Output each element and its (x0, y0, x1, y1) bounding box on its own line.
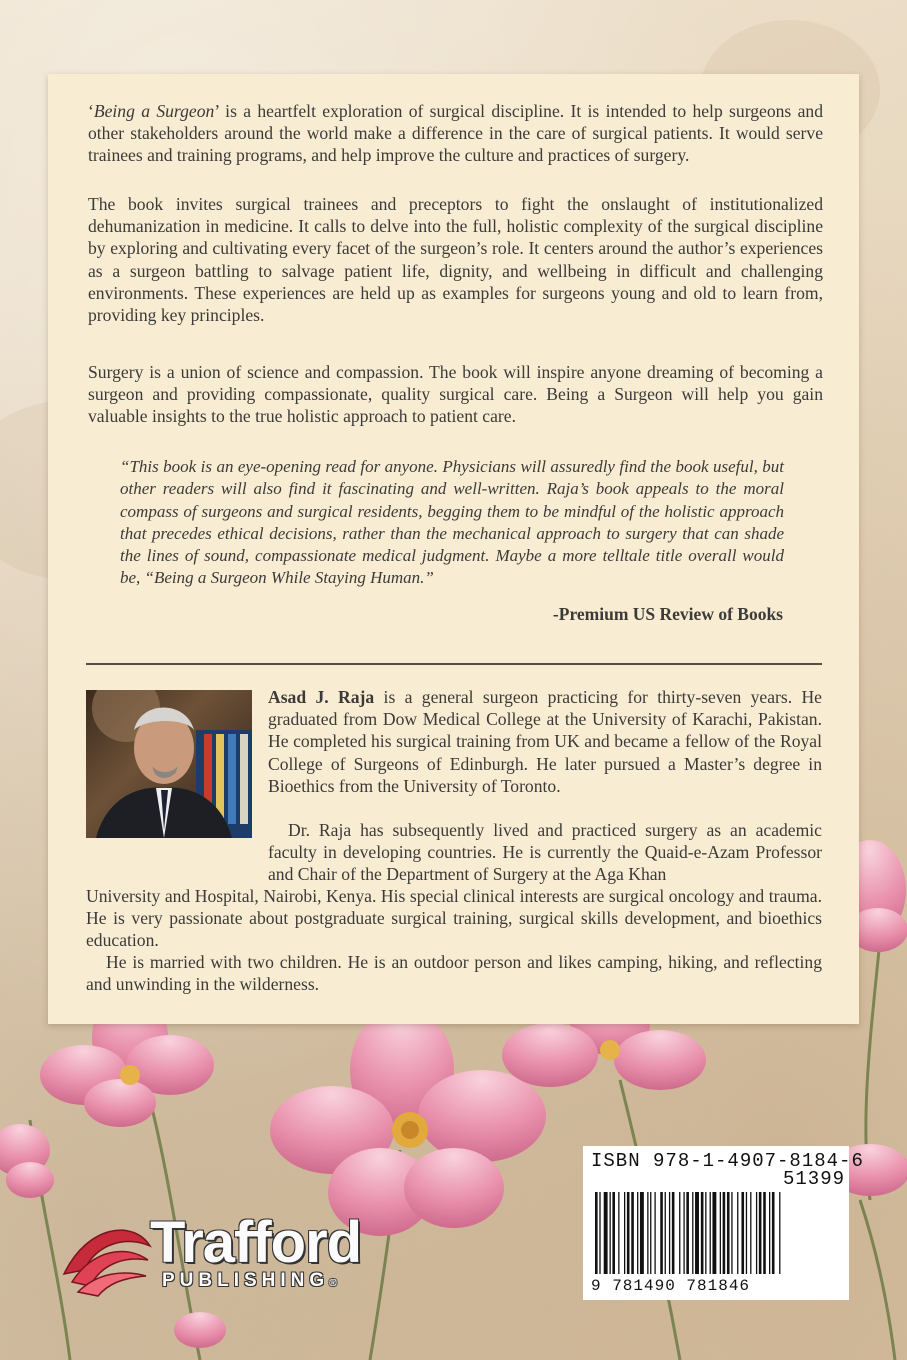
barcode-bar (763, 1192, 766, 1274)
barcode-bar (741, 1192, 744, 1274)
barcode-bar (650, 1192, 651, 1274)
barcode-bar (631, 1192, 634, 1274)
barcode-bar (647, 1192, 648, 1274)
author-bio-text: is a general surgeon practicing for thirty-seven years. He graduated from Dow Medical College at the University of Karachi, Pakistan. He completed his surgical training from UK and became a fellow of the Royal College of Surgeons of Edinburgh. He later pursued a Master’s degree in Bioethics from the University of Toronto. (268, 687, 822, 796)
review-quote: “This book is an eye-opening read for anyone. Physicians will assuredly find the book useful, but other readers will also find it fascinating and well-written. Raja’s book appeals to the moral compass of surgeons and surgical residents, begging them to be mindful of the holistic approach that precedes ethical decisions, rather than the mechanical approach to surgery that can shade the lines of sound, compassionate medical judgment. Maybe a more telltale title overall would be, “Being a Surgeon While Staying Human.” (120, 457, 784, 588)
barcode-bar (660, 1192, 663, 1274)
barcode-bar (737, 1192, 738, 1274)
barcode-bar (595, 1192, 598, 1274)
barcode-bar (683, 1192, 684, 1274)
barcode-bar (710, 1192, 711, 1274)
description-paragraph-1: ‘Being a Surgeon’ is a heartfelt exploration of surgical discipline. It is intended to help surgeons and other stakeholders around the world make a difference in the care of surgical patients. It would serve trainees and training programs, and help improve the culture and practices of surgery. (88, 101, 823, 166)
barcode-bar (610, 1192, 611, 1274)
barcode-bar (756, 1192, 757, 1274)
barcode-bar (686, 1192, 689, 1274)
barcode-bar (712, 1192, 716, 1274)
flower (0, 1124, 54, 1198)
publisher-logo (58, 1212, 418, 1302)
flower (270, 1008, 546, 1236)
isbn-barcode (583, 1146, 864, 1300)
publisher-name: Trafford (150, 1210, 362, 1275)
barcode-bar (750, 1192, 751, 1274)
barcode-bar (759, 1192, 762, 1274)
barcode-bar (665, 1192, 666, 1274)
barcode-bar (640, 1192, 644, 1274)
author-name: Asad J. Raja (268, 687, 375, 707)
barcode-bar (654, 1192, 655, 1274)
barcode-bar (627, 1192, 630, 1274)
barcode-bar (779, 1192, 780, 1274)
publisher-subtitle: PUBLISHING® (162, 1270, 337, 1291)
barcode-bar (692, 1192, 693, 1274)
barcode-bar (720, 1192, 721, 1274)
trafford-logo-icon (58, 1216, 154, 1300)
barcode-bar (604, 1192, 608, 1274)
author-bio-1 (268, 686, 822, 797)
barcode-bar (612, 1192, 615, 1274)
text-panel (48, 74, 859, 1024)
barcode-bar (624, 1192, 625, 1274)
barcode-bar (772, 1192, 775, 1274)
review-source: -Premium US Review of Books (552, 604, 783, 624)
flower (174, 1312, 226, 1348)
book-title: Being a Surgeon (93, 101, 215, 121)
barcode-bar (672, 1192, 675, 1274)
barcode-bars (591, 1192, 841, 1278)
author-photo (86, 690, 252, 838)
barcode-bar (731, 1192, 732, 1274)
barcode-bar (618, 1192, 619, 1274)
author-bio-2-continued: University and Hospital, Nairobi, Kenya. His special clinical interests are surgical oncology and trauma. He is very passionate about postgraduate surgical training, surgical skills development, and bioethics education. (86, 886, 822, 951)
isbn-number: ISBN 978-1-4907-8184-6 (591, 1150, 864, 1172)
price-code: 51399 (783, 1168, 846, 1190)
author-bio-3: He is married with two children. He is an outdoor person and likes camping, hiking, and reflecting and unwinding in the wilderness. (86, 952, 822, 995)
author-bio-2: Dr. Raja has subsequently lived and practiced surgery as an academic faculty in developing countries. He is currently the Quaid-e-Azam Professor and Chair of the Department of Surgery at the Aga Khan (268, 820, 822, 885)
barcode-bar (705, 1192, 706, 1274)
barcode-bar (723, 1192, 726, 1274)
barcode-bar (679, 1192, 680, 1274)
barcode-bar (769, 1192, 770, 1274)
author-photo-image (86, 690, 252, 838)
barcode-bar (669, 1192, 670, 1274)
barcode-bar (599, 1192, 600, 1274)
description-text: is a heartfelt exploration of surgical discipline. It is intended to help surgeons and other stakeholders around the world make a difference in the care of surgical patients. It would serve trainees and training programs, and help improve the culture and practices of surgery. (88, 101, 823, 166)
ean-number: 9 781490 781846 (591, 1277, 751, 1295)
description-paragraph-3: Surgery is a union of science and compassion. The book will inspire anyone dreaming of becoming a surgeon and providing compassionate, quality surgical care. Being a Surgeon will help you gain valuable insights to the true holistic approach to patient care. (88, 362, 823, 427)
divider (86, 663, 822, 665)
barcode-bar (727, 1192, 730, 1274)
barcode-bar (637, 1192, 638, 1274)
barcode-bar (695, 1192, 699, 1274)
barcode-bar (701, 1192, 704, 1274)
barcode-bar (746, 1192, 747, 1274)
description-paragraph-2: The book invites surgical trainees and preceptors to fight the onslaught of institutionalized dehumanization in medicine. It calls to delve into the full, holistic complexity of the surgical discipline by exploring and cultivating every facet of the surgeon’s role. It centers around the author’s experiences as a surgeon battling to salvage patient life, dignity, and wellbeing in difficult and challenging environments. These experiences are held up as examples for surgeons young and old to learn from, providing key principles. (88, 194, 823, 326)
